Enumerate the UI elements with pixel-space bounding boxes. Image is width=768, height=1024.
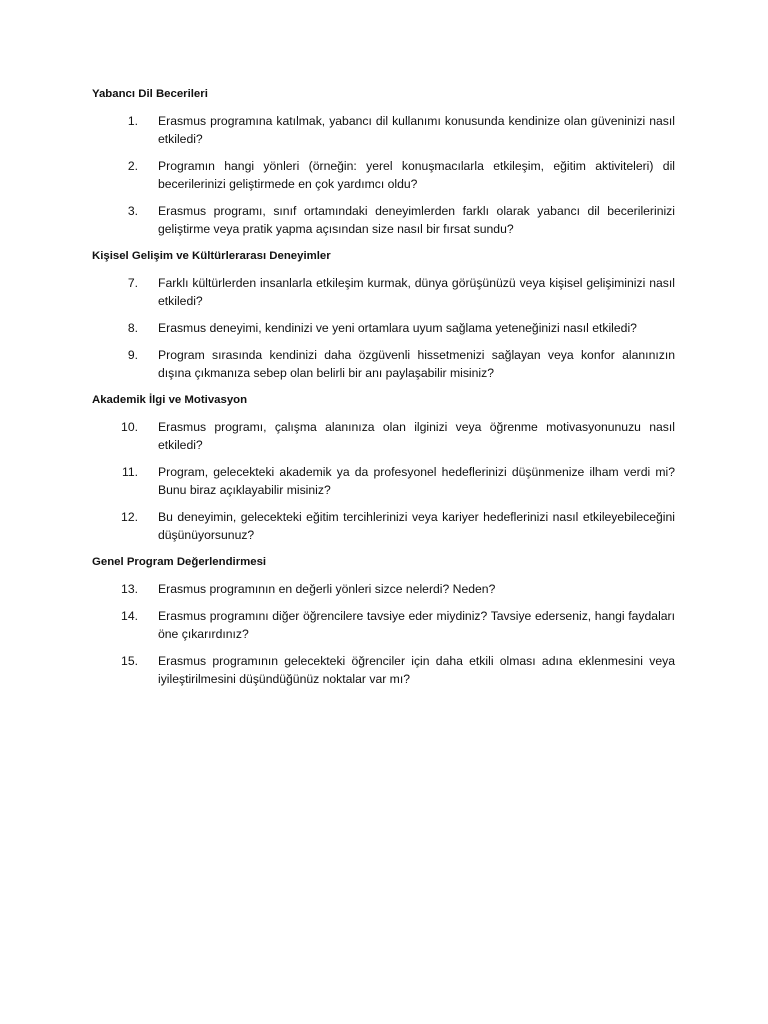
question-number: 12. <box>121 510 138 524</box>
section-academic-interest <box>92 392 675 544</box>
section-general-evaluation <box>92 554 675 688</box>
question-number: 8. <box>127 321 138 335</box>
list-item <box>92 580 675 598</box>
list-item <box>92 157 675 193</box>
list-item <box>92 274 675 310</box>
question-number: 15. <box>121 654 138 668</box>
question-text: Farklı kültürlerden insanlarla etkileşim kurmak, dünya görüşünüzü veya kişisel gelişiminizi nasıl etkiledi? <box>158 276 675 308</box>
question-number: 10. <box>121 420 138 434</box>
question-text: Programın hangi yönleri (örneğin: yerel konuşmacılarla etkileşim, eğitim aktiviteleri) dil becerilerinizi geliştirmede en çok yardımcı oldu? <box>158 159 675 191</box>
list-item <box>92 652 675 688</box>
question-number: 9. <box>127 348 138 362</box>
section-foreign-language-skills <box>92 86 675 238</box>
question-list <box>92 112 675 238</box>
list-item <box>92 508 675 544</box>
section-heading: Yabancı Dil Becerileri <box>92 88 208 100</box>
question-number: 14. <box>121 609 138 623</box>
question-number: 13. <box>121 582 138 596</box>
question-text: Program, gelecekteki akademik ya da profesyonel hedeflerinizi düşünmenize ilham verdi mi? Bunu biraz açıklayabilir misiniz? <box>158 465 675 497</box>
document-page <box>92 86 675 698</box>
list-item <box>92 418 675 454</box>
question-list <box>92 418 675 544</box>
question-number: 7. <box>127 276 138 290</box>
question-text: Erasmus deneyimi, kendinizi ve yeni ortamlara uyum sağlama yeteneğinizi nasıl etkiledi? <box>158 321 637 335</box>
question-text: Bu deneyimin, gelecekteki eğitim tercihlerinizi veya kariyer hedeflerinizi nasıl etkileyebileceğini düşünüyorsunuz? <box>158 510 675 542</box>
question-text: Erasmus programının gelecekteki öğrenciler için daha etkili olması adına eklenmesini veya iyileştirilmesini düşündüğünüz noktalar var mı? <box>158 654 675 686</box>
section-heading: Kişisel Gelişim ve Kültürlerarası Deneyimler <box>92 250 331 262</box>
question-number: 11. <box>121 465 138 479</box>
section-heading: Genel Program Değerlendirmesi <box>92 556 267 568</box>
question-list <box>92 580 675 688</box>
list-item <box>92 319 675 337</box>
question-list <box>92 274 675 382</box>
question-text: Program sırasında kendinizi daha özgüvenli hissetmenizi sağlayan veya konfor alanınızın dışına çıkmanıza sebep olan belirli bir anı paylaşabilir misiniz? <box>158 348 675 380</box>
list-item <box>92 202 675 238</box>
question-text: Erasmus programını diğer öğrencilere tavsiye eder miydiniz? Tavsiye ederseniz, hangi faydaları öne çıkarırdınız? <box>158 609 675 641</box>
section-heading: Akademik İlgi ve Motivasyon <box>92 394 248 406</box>
question-number: 1. <box>127 114 138 128</box>
list-item <box>92 112 675 148</box>
section-personal-development <box>92 248 675 382</box>
question-number: 3. <box>127 204 138 218</box>
list-item <box>92 346 675 382</box>
question-text: Erasmus programının en değerli yönleri sizce nelerdi? Neden? <box>158 582 496 596</box>
list-item <box>92 607 675 643</box>
question-number: 2. <box>127 159 138 173</box>
question-text: Erasmus programı, çalışma alanınıza olan ilginizi veya öğrenme motivasyonunuzu nasıl etkiledi? <box>158 420 675 452</box>
question-text: Erasmus programı, sınıf ortamındaki deneyimlerden farklı olarak yabancı dil becerilerinizi geliştirme veya pratik yapma açısından size nasıl bir fırsat sundu? <box>158 204 675 236</box>
question-text: Erasmus programına katılmak, yabancı dil kullanımı konusunda kendinize olan güveninizi nasıl etkiledi? <box>158 114 675 146</box>
list-item <box>92 463 675 499</box>
